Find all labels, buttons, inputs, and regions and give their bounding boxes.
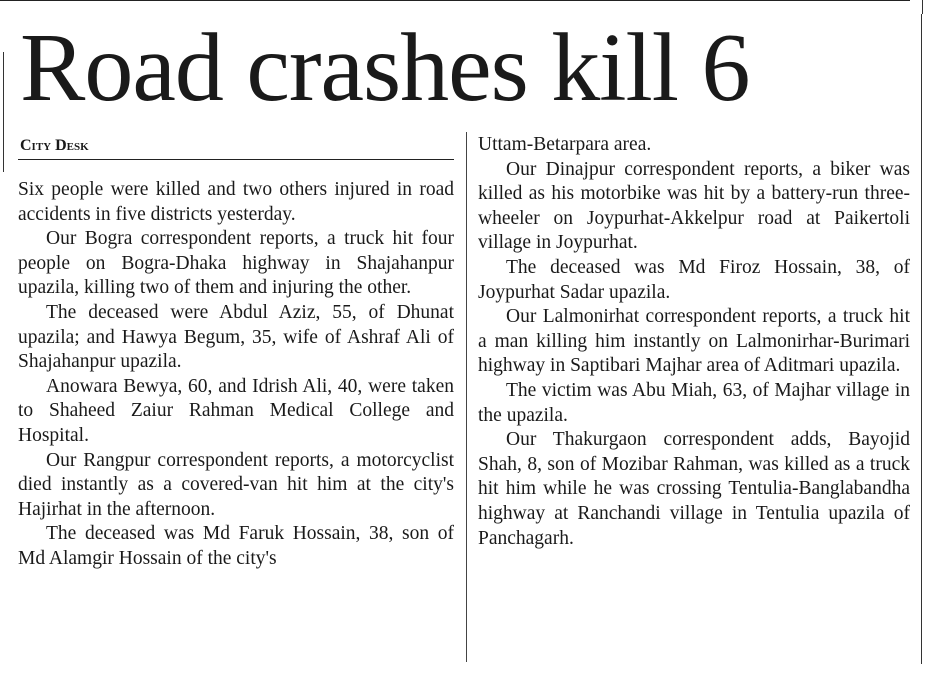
paragraph: The deceased was Md Faruk Hossain, 38, son of Md Alamgir Hossain of the city's: [18, 523, 454, 569]
article-column-left: [18, 178, 454, 572]
paragraph: Our Lalmonirhat correspondent reports, a truck hit a man killing him instantly on Lalmonirhar-Burimari highway in Saptibari Majhar area of Aditmari upazila.: [478, 306, 910, 377]
right-border-notch: [910, 0, 923, 14]
paragraph: The deceased were Abdul Aziz, 55, of Dhunat upazila; and Hawya Begum, 35, wife of Ashraf Ali of Shajahanpur upazila.: [18, 301, 454, 373]
column-divider: [466, 132, 467, 662]
paragraph: Our Rangpur correspondent reports, a motorcyclist died instantly as a covered-van hit him at the city's Hajirhat in the afternoon.: [18, 449, 454, 520]
paragraph-continuation: Uttam-Betarpara area.: [478, 134, 652, 155]
paragraph: Our Dinajpur correspondent reports, a biker was killed as his motorbike was hit by a battery-run three-wheeler on Joypurhat-Akkelpur road at Paikertoli village in Joypurhat.: [478, 158, 910, 254]
paragraph: Our Bogra correspondent reports, a truck hit four people on Bogra-Dhaka highway in Shajahanpur upazila, killing two of them and injuring the other.: [18, 228, 454, 299]
paragraph: Six people were killed and two others injured in road accidents in five districts yesterday.: [18, 179, 454, 225]
paragraph: The deceased was Md Firoz Hossain, 38, of Joypurhat Sadar upazila.: [478, 256, 910, 303]
article-byline: City Desk: [20, 137, 89, 154]
paragraph: Anowara Bewya, 60, and Idrish Ali, 40, were taken to Shaheed Zaiur Rahman Medical College and Hospital.: [18, 375, 454, 446]
article-headline: Road crashes kill 6: [20, 14, 750, 122]
right-border-rule: [921, 14, 922, 664]
article-column-right: [478, 133, 910, 551]
paragraph: Our Thakurgaon correspondent adds, Bayojid Shah, 8, son of Mozibar Rahman, was killed as a truck hit him while he was crossing Tentulia-Banglabandha highway at Ranchandi village in Tentulia upazila of Panchagarh.: [478, 429, 910, 549]
top-border-rule: [0, 0, 910, 2]
paragraph: The victim was Abu Miah, 63, of Majhar village in the upazila.: [478, 379, 910, 426]
byline-underline: [18, 159, 454, 160]
left-border-rule: [3, 52, 4, 172]
